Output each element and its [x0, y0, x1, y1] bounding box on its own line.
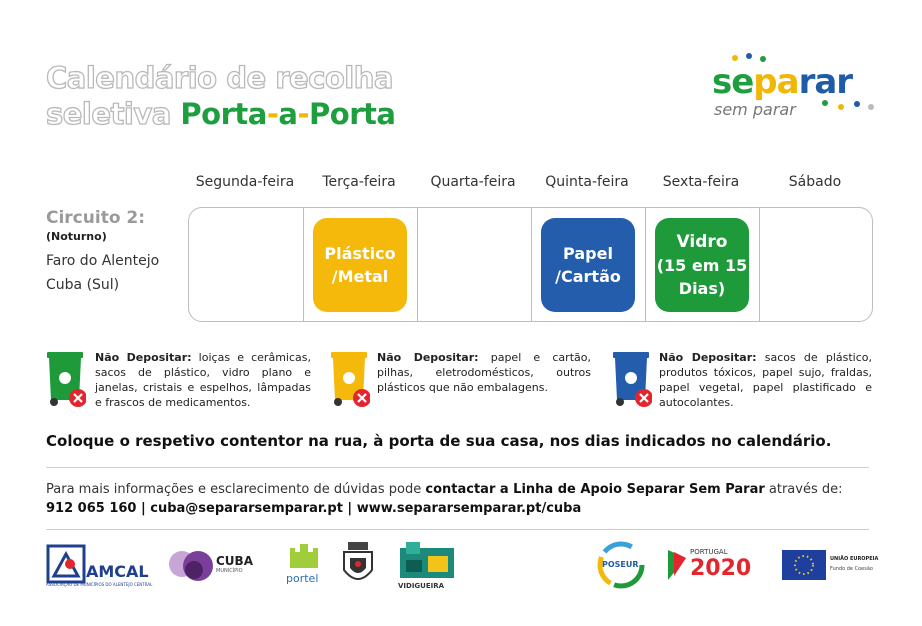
- logo-dot: [838, 104, 844, 110]
- vidigueira-building-icon: [398, 540, 456, 580]
- grid-divider: [303, 208, 304, 321]
- divider: [46, 529, 869, 530]
- eu-flag-icon: [782, 550, 826, 580]
- contact-info: Para mais informações e esclarecimento de dúvidas pode contactar a Linha de Apoio Separar Sem Parar através de: 912 065 160 | cuba@separarsemparar.pt | www.separarsemparar.pt/cuba: [46, 482, 843, 516]
- grid-divider: [645, 208, 646, 321]
- day-wednesday: Quarta-feira: [430, 174, 516, 190]
- portel-logo: portel: [284, 540, 322, 592]
- instruction-text: Coloque o respetivo contentor na rua, à porta de sua casa, nos dias indicados no calendário.: [46, 432, 832, 450]
- eu-logo: UNIÃO EUROPEIA Fundo de Coesão: [782, 540, 874, 580]
- amcal-emblem-icon: [46, 544, 86, 584]
- tile-glass: Vidro (15 em 15 Dias): [655, 218, 749, 312]
- portel-castle-icon: [286, 540, 322, 570]
- portugal-flag-icon: [666, 548, 688, 582]
- title-line-1: Calendário de recolha: [46, 61, 393, 95]
- tile-paper-cardboard: Papel /Cartão: [541, 218, 635, 312]
- circuit-location: Cuba (Sul): [46, 277, 120, 293]
- day-friday: Sexta-feira: [662, 174, 740, 190]
- page-title: [46, 60, 466, 132]
- title-dash-1: -: [266, 97, 279, 131]
- schedule-grid: [188, 207, 873, 322]
- green-bin-icon: [46, 350, 86, 408]
- portugal-2020-logo: PORTUGAL 2020: [666, 540, 764, 588]
- title-line-2: [46, 96, 466, 132]
- logo-dot: [868, 104, 874, 110]
- vidigueira-logo: VIDIGUEIRA: [398, 540, 456, 592]
- grid-divider: [417, 208, 418, 321]
- coat-of-arms-icon: [338, 540, 378, 590]
- logo-word: separar: [712, 62, 853, 102]
- divider: [46, 467, 869, 468]
- day-saturday: Sábado: [788, 174, 842, 190]
- grid-divider: [531, 208, 532, 321]
- blue-bin-rule: Não Depositar: sacos de plástico, produtos tóxicos, papel sujo, fraldas, papel vegetal, papel plastificado e autocolantes.: [659, 351, 872, 409]
- grid-divider: [759, 208, 760, 321]
- blue-bin-icon: [612, 350, 652, 408]
- weekday-header: [188, 174, 873, 190]
- circuit-subtitle: (Noturno): [46, 230, 107, 243]
- circuit-title: Circuito 2:: [46, 208, 146, 228]
- title-porta-1: Porta: [180, 97, 267, 131]
- day-thursday: Quinta-feira: [545, 174, 629, 190]
- poseur-logo: POSEUR: [596, 540, 646, 590]
- cuba-logo: CUBA MUNICÍPIO: [168, 540, 268, 588]
- logo-dot: [732, 55, 738, 61]
- circuit-location: Faro do Alentejo: [46, 253, 160, 269]
- title-porta-2: Porta: [309, 97, 396, 131]
- contact-details: 912 065 160 | cuba@separarsemparar.pt | www.separarsemparar.pt/cuba: [46, 501, 582, 516]
- title-a: a: [278, 97, 298, 131]
- circuit-info: [46, 208, 186, 293]
- amcal-logo: AMCAL ASSOCIAÇÃO DE MUNICÍPIOS DO ALENTEJO CENTRAL: [46, 540, 150, 588]
- cuba-grapes-icon: [168, 546, 218, 586]
- separar-logo: [712, 52, 882, 122]
- green-bin-rule: Não Depositar: loiças e cerâmicas, sacos de plástico, vidro plano e janelas, cristais e espelhos, lâmpadas e frascos de medicamentos.: [95, 351, 311, 409]
- logo-dot: [746, 53, 752, 59]
- yellow-bin-icon: [330, 350, 370, 408]
- day-tuesday: Terça-feira: [322, 174, 396, 190]
- title-seletiva: seletiva: [46, 97, 181, 131]
- logo-tagline: sem parar: [714, 100, 796, 119]
- logo-dot: [854, 101, 860, 107]
- title-dash-2: -: [297, 97, 310, 131]
- day-monday: Segunda-feira: [195, 174, 295, 190]
- tile-plastic-metal: Plástico /Metal: [313, 218, 407, 312]
- yellow-bin-rule: Não Depositar: papel e cartão, pilhas, eletrodomésticos, outros plásticos que não embalagens.: [377, 351, 591, 394]
